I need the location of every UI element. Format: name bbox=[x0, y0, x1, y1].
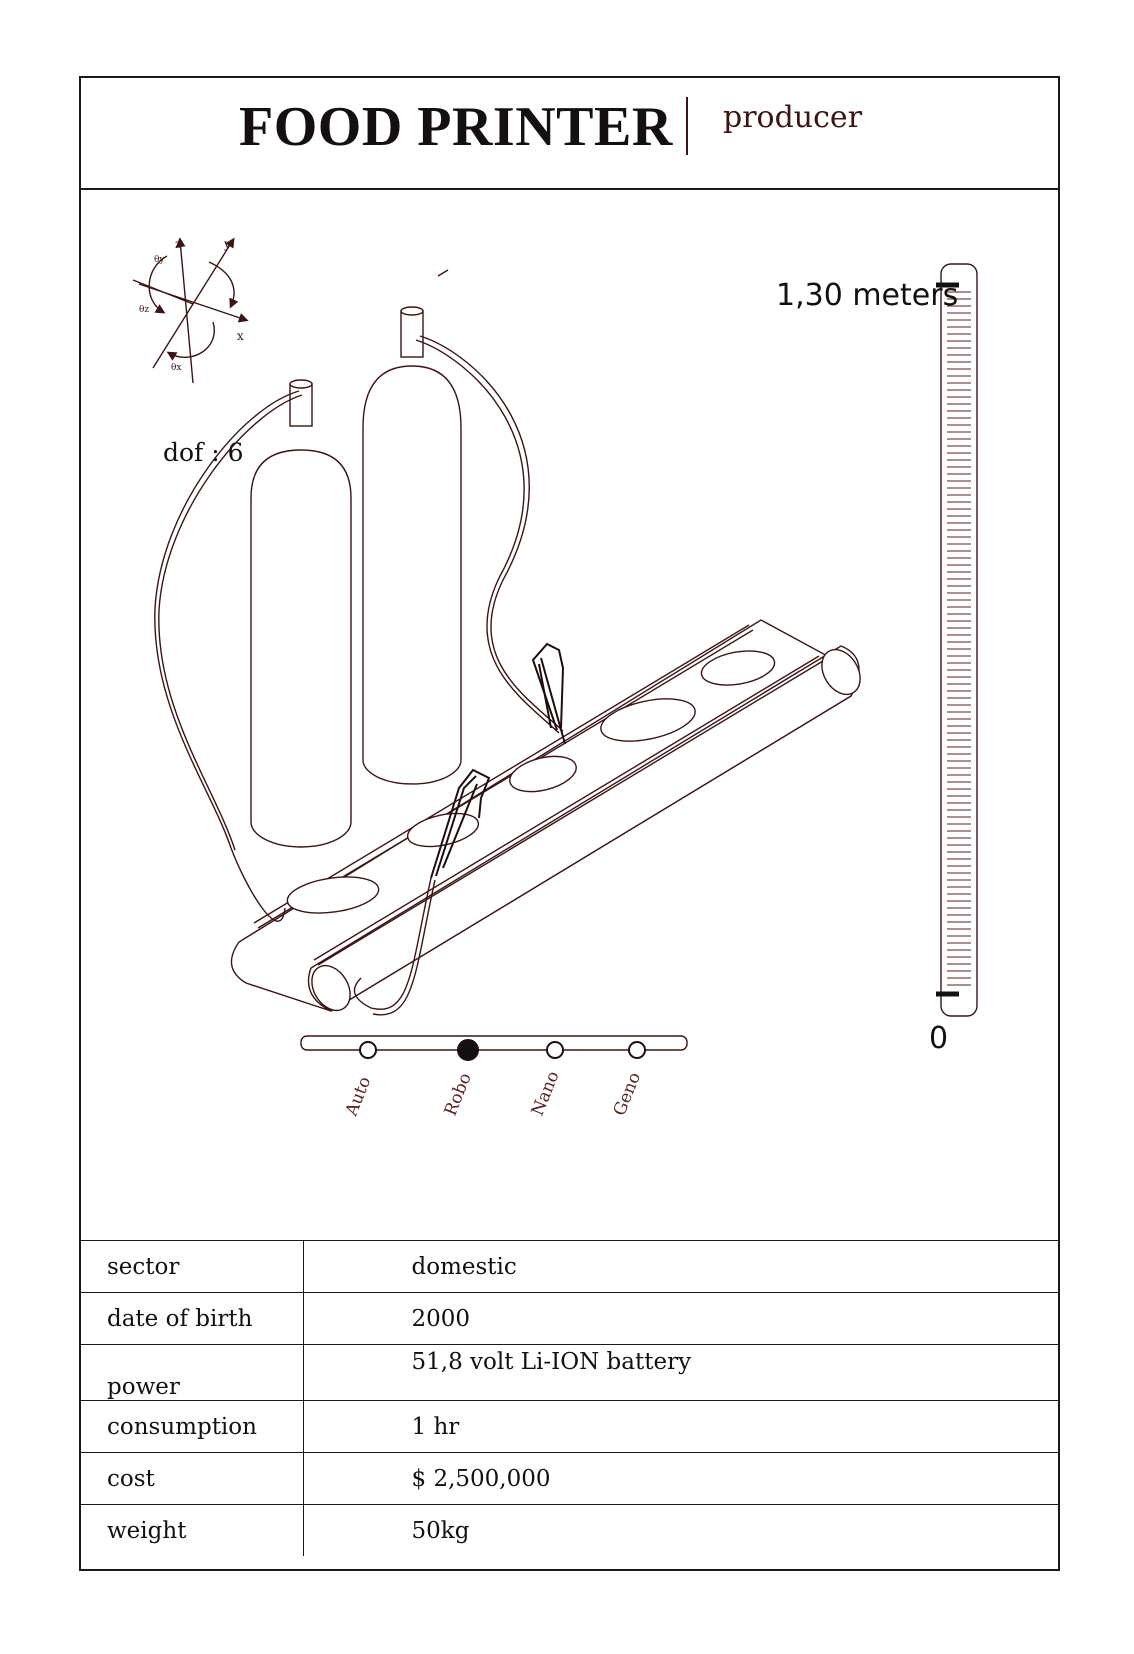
mode-option-geno[interactable] bbox=[629, 1042, 645, 1058]
table-row bbox=[81, 1401, 1058, 1453]
table-row bbox=[81, 1241, 1058, 1293]
spec-label: sector bbox=[81, 1241, 303, 1293]
axis-x-label: x bbox=[237, 329, 244, 343]
height-scale bbox=[936, 264, 977, 1016]
spec-value: 50kg bbox=[303, 1505, 1058, 1557]
theta-y-label: θy bbox=[154, 255, 165, 265]
spec-label: weight bbox=[81, 1505, 303, 1557]
spec-label: power bbox=[81, 1345, 303, 1401]
mode-label-auto: Auto bbox=[341, 1073, 376, 1119]
mode-selector[interactable] bbox=[301, 1036, 687, 1060]
spec-label: cost bbox=[81, 1453, 303, 1505]
axis-y-label: y bbox=[224, 237, 231, 251]
mode-label-geno: Geno bbox=[609, 1069, 646, 1119]
tank-short bbox=[251, 380, 351, 847]
spec-value: domestic bbox=[303, 1241, 1058, 1293]
spec-card bbox=[79, 76, 1060, 1571]
axes-diagram bbox=[133, 240, 246, 383]
table-row bbox=[81, 1293, 1058, 1345]
mode-label-nano: Nano bbox=[527, 1068, 564, 1119]
page-title: FOOD PRINTER bbox=[239, 96, 673, 158]
page-subtitle: producer bbox=[723, 100, 863, 135]
mode-label-robo: Robo bbox=[440, 1070, 476, 1119]
spec-label: date of birth bbox=[81, 1293, 303, 1345]
table-row bbox=[81, 1453, 1058, 1505]
axis-z-label: z bbox=[175, 237, 182, 251]
table-row bbox=[81, 1345, 1058, 1401]
illustration-area bbox=[81, 188, 1058, 1320]
height-min-label: 0 bbox=[929, 1021, 949, 1056]
mode-option-robo[interactable] bbox=[458, 1040, 478, 1060]
title-divider bbox=[686, 97, 688, 155]
spec-table bbox=[81, 1240, 1058, 1556]
mode-option-auto[interactable] bbox=[360, 1042, 376, 1058]
mode-option-nano[interactable] bbox=[547, 1042, 563, 1058]
tank-tall bbox=[363, 270, 461, 784]
spec-label: consumption bbox=[81, 1401, 303, 1453]
spec-value: 1 hr bbox=[303, 1401, 1058, 1453]
spec-value: $ 2,500,000 bbox=[303, 1453, 1058, 1505]
table-row bbox=[81, 1505, 1058, 1557]
robot-arm-right bbox=[533, 644, 565, 744]
dof-label: dof : 6 bbox=[163, 438, 244, 467]
card-header bbox=[81, 78, 1058, 190]
theta-x-label: θx bbox=[171, 363, 182, 373]
height-max-label: 1,30 meters bbox=[776, 278, 959, 313]
spec-value: 2000 bbox=[303, 1293, 1058, 1345]
food-printer-drawing bbox=[81, 188, 1058, 1320]
theta-z-label: θz bbox=[139, 305, 150, 315]
spec-value: 51,8 volt Li-ION battery bbox=[303, 1345, 1058, 1401]
